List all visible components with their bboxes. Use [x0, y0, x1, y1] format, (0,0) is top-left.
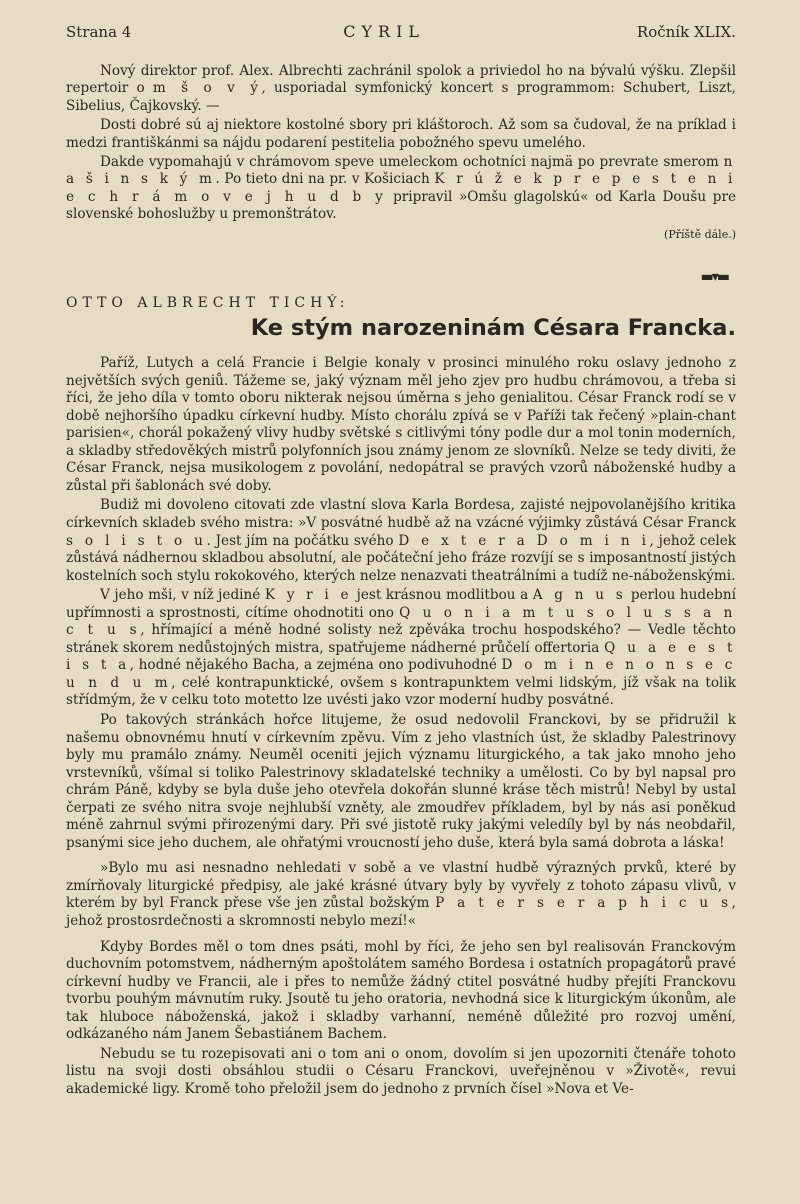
prev-paragraph-2: Dosti dobré sú aj niektore kostolné sbory pri kláštoroch. Až som sa čudoval, že na príklad i medzi františkánmi sa nájdu podarení pestitelia pobožného spevu umelého. [66, 117, 736, 151]
spaced-text: K r ú ž e k p r e p e s t e n i e c h r á m o v e j h u d b y [66, 171, 736, 205]
article-paragraph-3 [66, 587, 736, 710]
spaced-text: Q u a e e s t i s t a [66, 639, 737, 674]
article-paragraph-6: Kdyby Bordes měl o tom dnes psáti, mohl by říci, že jeho sen byl realisován Franckovým duchovním potomstvem, nádherným apoštolátem samého Bordesa i ostatních propagátorů pravé církevní hudby ve Francii, ale i přes to nemůže žádný ctitel posvátné hudby přejíti Franckovu tvorbu pouhým mávnutím ruky. Jsoutě tu jeho oratoria, nevhodná sice k liturgickým úkonům, ale tak hluboce náboženská, jakož i skladby varhanní, neméně důležité pro rozvoj umění, odkázaného nám Janem Šebastiánem Bachem. [66, 938, 736, 1043]
article-title: Ke stým narozeninám Césara Francka. [250, 315, 736, 342]
text-run: pripravil »Omšu glagolskú« od Karla Doušu pre slovenské bohoslužby u premonštrátov. [66, 188, 736, 223]
spaced-text: K y r i e [264, 587, 353, 604]
continuation-note: (Příště dále.) [664, 227, 736, 241]
article-paragraph-1: Paříž, Lutych a celá Francie i Belgie konaly v prosinci minulého roku oslavy jednoho z největších svých geniů. Tážeme se, jaký význam měl jeho zjev pro hudbu chrámovou, a třeba si říci, že jeho díla v tomto oboru nikterak nejsou úměrna s jeho genialitou. César Franck rodí se v době nejhoršího úpadku církevní hudby. Místo chorálu zpívá se v Paříži tak řečený »plain-chant parisien«, chorál pokažený vlivy hudby světské s citlivými tóny podle dur a mol tonin moderních, a skladby středověkých mistrů polyfonních jsou známy jenom ze slovníků. Nelze se tedy diviti, že César Franck, nejsa musikologem z povolání, nedopátral se pravých vzorů náboženské hudby a zůstal při šablonách své doby. [66, 355, 736, 494]
article-paragraph-7: Nebudu se tu rozepisovati ani o tom ani o onom, dovolím si jen upozorniti čtenáře tohoto listu na svoji dosti obsáhlou studii o Césaru Franckovi, uveřejněnou v »Životě«, revui akademické ligy. Kromě toho přeložil jsem do jednoho z prvních čísel »Nova et Ve- [66, 1045, 736, 1097]
article-body [66, 355, 736, 1098]
spaced-text: P a t e r s e r a p h i c u s [435, 895, 732, 912]
running-head [66, 22, 736, 41]
text-run: , jehož celek zůstává nádhernou skladbou absolutní, ale počáteční jeho fráze rozvíjí se s imposantností jistých kostelních soch stylu rokokového, kterých nelze nenazvati theatrálními a tudíž ne-náboženskými. [66, 532, 737, 584]
text-run: , usporiadal symfonický koncert s programmom: Schubert, Liszt, Sibelius, Čajkovský. — [66, 80, 736, 114]
article-author: OTTO ALBRECHT TICHÝ: [66, 295, 350, 312]
ornament-divider: ▬▾▬ [700, 269, 728, 286]
prev-paragraph-3 [66, 154, 736, 224]
spaced-text: m š o v ý [152, 80, 262, 97]
spaced-text: s o l i s t o u [66, 532, 207, 549]
article-paragraph-4: Po takových stránkách hořce litujeme, že osud nedovolil Franckovi, by se přidružil k našemu obnovnému hnutí v církevním zpěvu. Vím z jeho vlastních úst, že skladby Palestrinovy byly mu pramálo známy. Neuměl oceniti jejich významu liturgického, a tak jako mnoho jeho vrstevníků, všímal si toliko Palestrinovy skladatelské techniky a umělosti. Co by byl napsal pro chrám Páně, kdyby se byla duše jeho otevřela dokořán slunné kráse těch mistrů! Nebyl by ustal čerpati ze svého nitra svoje nejhlubší vzněty, ale zmoudřev příkladem, byl by nás asi poněkud méně zahrnul svými přirozenými dary. Při své jistotě ruky jakými veledíly byl by nás neobdařil, psanými sice jeho duchem, ale ohřatými vroucností jeho duše, která byla samá dobrota a láska! [66, 712, 736, 851]
text-run: , celé kontrapunktické, ovšem s kontrapunktem velmi lidským, jíž však na tolik střídmým, že v celku toto motetto lze uvésti jako vzor moderní hudby posvátné. [66, 674, 736, 709]
previous-article-ending [66, 63, 736, 243]
text-run: , jehož prostosrdečnosti a skromnosti nebylo mezí!« [66, 895, 736, 930]
page-number: Strana 4 [66, 23, 132, 41]
text-run: , hodné nějakého Bacha, a zejména ono podivuhodné [129, 657, 497, 674]
continuation-row [66, 226, 736, 243]
text-run: »Bylo mu asi nesnadno nehledati v sobě a ve vlastní hudbě výrazných prvků, které by zmírňovaly liturgické předpisy, ale jaké krásné útvary byly by vyvřely z tohoto zápasu vlivů, v kterém by byl Franck přese vše jen zůstal božským [66, 860, 736, 912]
article-paragraph-5 [66, 860, 736, 930]
text-run: Budiž mi dovoleno citovati zde vlastní slova Karla Bordesa, zajisté nejpovolanějšího kritika církevních skladeb svého mistra: »V posvátné hudbě až na vzácné výjimky zůstává César Franck [66, 497, 736, 531]
text-run: . Jest jím na počátku svého [206, 532, 394, 549]
spaced-text: D o m i n e n o n s e c u n d u m [66, 657, 736, 691]
volume-number: Ročník XLIX. [636, 23, 736, 41]
spaced-text: Q u o n i a m t u s o l u s s a n c t u s [66, 604, 736, 639]
spaced-text: A g n u s [532, 587, 627, 604]
article-paragraph-2 [66, 497, 736, 585]
text-run: , hřímající a méně hodné solisty než zpěváka trochu hospodského? — Vedle těchto stránek skorem nedůstojných mistra, spatřujeme nádherné průčelí offertoria [66, 622, 736, 656]
text-run: perlou hudební upřímnosti a sprostnosti, cítíme ohodnotiti ono [66, 587, 736, 621]
text-run: jest krásnou modlitbou a [356, 587, 529, 604]
text-run: V jeho mši, v níž jediné [100, 587, 261, 604]
text-run: . Po tieto dni na pr. v Košiciach [215, 171, 430, 188]
prev-paragraph-1 [66, 63, 736, 115]
spaced-text: n a š i n s k ý m [66, 154, 736, 188]
spaced-text: D e x t e r a D o m i n i [398, 532, 650, 549]
text-run: Nový direktor prof. Alex. Albrechti zachránil spolok a priviedol ho na bývalú výšku. Zlepšil repertoir o [66, 63, 736, 97]
text-run: Dakde vypomahajú v chrámovom speve umeleckom ochotníci najmä po prevrate smerom [100, 154, 719, 171]
journal-title: CYRIL [343, 22, 426, 41]
